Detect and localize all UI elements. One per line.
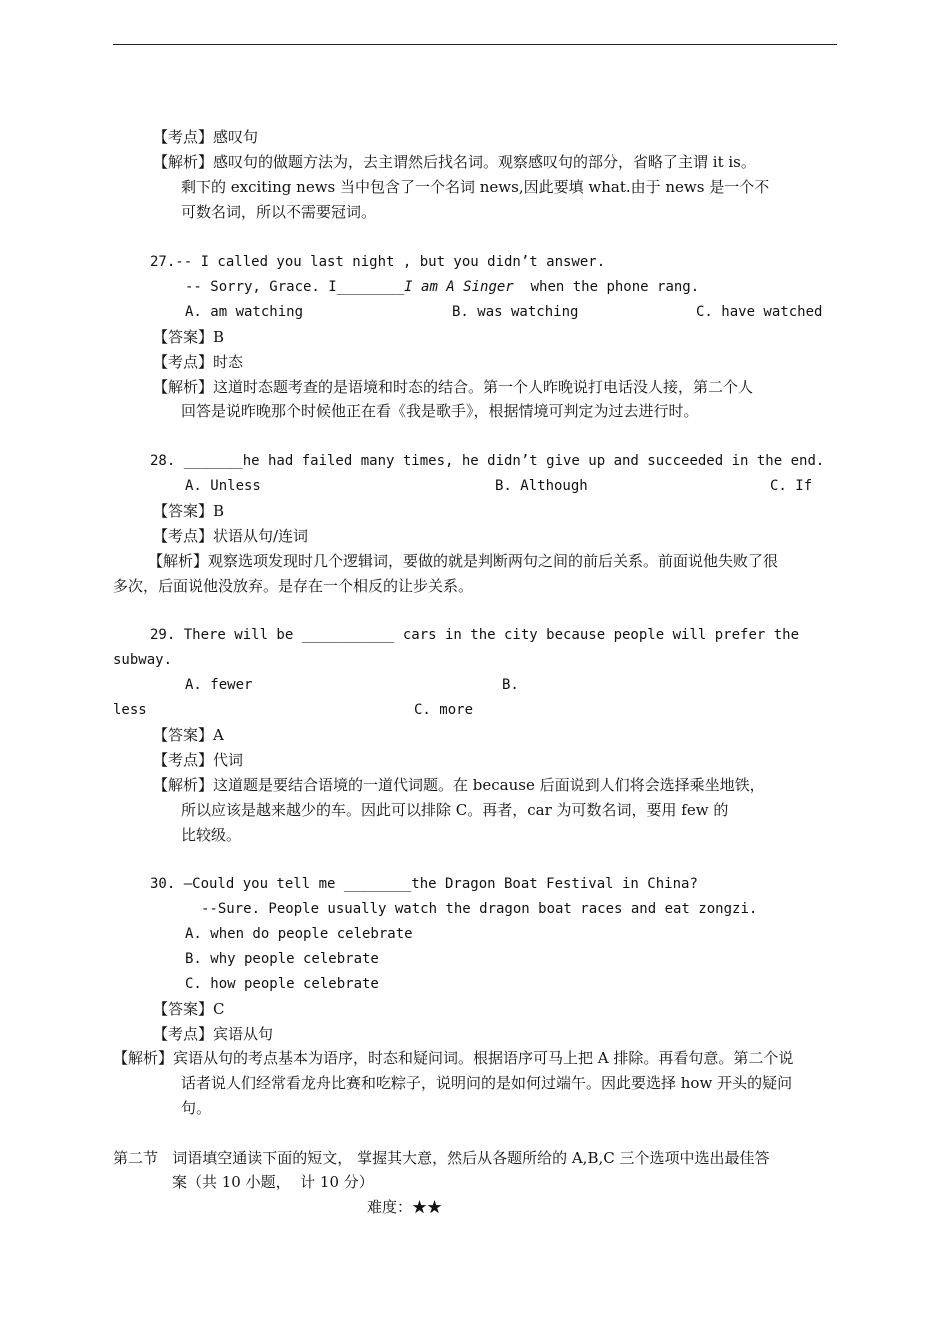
- part2-heading-line-2: 案（共 10 小题， 计 10 分）: [172, 1173, 374, 1191]
- q26-analysis-line-2: 剩下的 exciting news 当中包含了一个名词 news,因此要填 what.由于 news 是一个不: [181, 178, 770, 196]
- q29-question-line-2: subway.: [113, 652, 173, 668]
- q29-option-b-word: less: [113, 702, 147, 718]
- q29-analysis-line-2: 所以应该是越来越少的车。因此可以排除 C。再者，car 为可数名词，要用 few 的: [181, 801, 729, 819]
- q30-option-b: B. why people celebrate: [185, 951, 379, 967]
- q30-point: 【考点】宾语从句: [153, 1025, 274, 1043]
- q30-analysis-line-1: 【解析】宾语从句的考点基本为语序，时态和疑问词。根据语序可马上把 A 排除。再看句意。第二个说: [113, 1049, 794, 1067]
- q27-option-a: A. am watching: [185, 304, 304, 320]
- analysis-text: 感叹句的做题方法为，去主谓然后找名词。观察感叹句的部分，省略了主谓 it is。: [213, 153, 756, 171]
- q28-question-line-1: 28. _______he had failed many times, he didn’t give up and succeeded in the end.: [150, 453, 825, 469]
- q27-option-b: B. was watching: [452, 304, 579, 320]
- q27-answer: 【答案】B: [153, 328, 225, 346]
- point-value: 感叹句: [213, 128, 259, 146]
- q28-option-a: A. Unless: [185, 478, 261, 494]
- q30-question-line-1: 30. –Could you tell me ________the Dragon Boat Festival in China?: [150, 876, 698, 892]
- q27-analysis-line-1: 【解析】这道时态题考查的是语境和时态的结合。第一个人昨晚说打电话没人接，第二个人: [153, 378, 754, 396]
- q29-point: 【考点】代词: [153, 751, 244, 769]
- header-rule: [113, 44, 837, 45]
- q26-point: [153, 127, 258, 147]
- q29-analysis-line-3: 比较级。: [181, 826, 242, 844]
- q28-analysis-line-2: 多次，后面说他没放弃。是存在一个相反的让步关系。: [113, 577, 474, 595]
- q27-question-line-2: [185, 277, 699, 297]
- q30-option-c: C. how people celebrate: [185, 976, 379, 992]
- q30-question-line-2: --Sure. People usually watch the dragon boat races and eat zongzi.: [201, 901, 758, 917]
- q30-analysis-line-2: 话者说人们经常看龙舟比赛和吃粽子，说明问的是如何过端午。因此要选择 how 开头的疑问: [181, 1074, 793, 1092]
- q29-question-line-1: 29. There will be ___________ cars in the city because people will prefer the: [150, 627, 800, 643]
- q29-option-c: C. more: [414, 702, 474, 718]
- q29-answer: 【答案】A: [153, 726, 224, 744]
- q29-option-b: B.: [502, 677, 519, 693]
- q28-point: 【考点】状语从句/连词: [153, 527, 309, 545]
- q29-option-a: A. fewer: [185, 677, 253, 693]
- q27-analysis-line-2: 回答是说昨晚那个时候他正在看《我是歌手》，根据情境可判定为过去进行时。: [181, 402, 699, 420]
- q27-option-c: C. have watched: [696, 304, 823, 320]
- q28-option-b: B. Although: [495, 478, 588, 494]
- q28-answer: 【答案】B: [153, 502, 225, 520]
- q30-analysis-line-3: 句。: [181, 1099, 212, 1117]
- part2-heading-line-1: 第二节 词语填空通读下面的短文， 掌握其大意，然后从各题所给的 A,B,C 三个选项中选出最佳答: [113, 1149, 770, 1167]
- q26-analysis-line-3: 可数名词，所以不需要冠词。: [181, 203, 377, 221]
- q27-blank-text: -- Sorry, Grace. I________: [185, 279, 405, 295]
- difficulty-rating: 难度：★★: [367, 1198, 443, 1216]
- q28-option-c: C. If: [770, 478, 813, 494]
- q27-point: 【考点】时态: [153, 353, 244, 371]
- analysis-label: 【解析】: [153, 153, 214, 171]
- point-label: 【考点】: [153, 128, 214, 146]
- q27-continuation: when the phone rang.: [530, 279, 700, 295]
- q29-analysis-line-1: 【解析】这道题是要结合语境的一道代词题。在 because 后面说到人们将会选择乘坐地铁，: [153, 776, 765, 794]
- q26-analysis-line-1: [153, 152, 756, 172]
- q27-italic-title: I am A Singer: [404, 279, 514, 295]
- q27-question-line-1: 27.-- I called you last night , but you didn’t answer.: [150, 254, 606, 270]
- q28-analysis-line-1: 【解析】观察选项发现时几个逻辑词，要做的就是判断两句之间的前后关系。前面说他失败了很: [148, 552, 779, 570]
- q30-answer: 【答案】C: [153, 1000, 225, 1018]
- q30-option-a: A. when do people celebrate: [185, 926, 413, 942]
